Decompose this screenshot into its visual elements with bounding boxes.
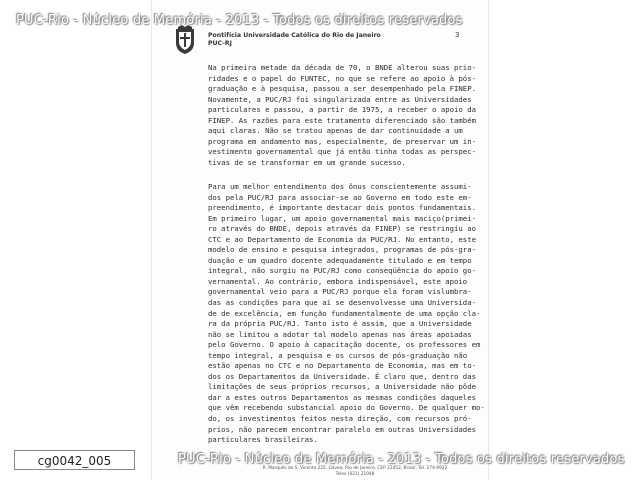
text-line: de de excelência, em função fundamentalmente de uma opção cla- — [208, 308, 481, 318]
footer-telex: Telex (021) 21048 — [335, 472, 375, 477]
text-line: vestimento governamental que já então tinha todas as perspec- — [208, 147, 476, 157]
text-line: particulares e passou, a partir de 1975, a receber o apoio da — [208, 105, 476, 115]
document-id-label: cg0042_005 — [14, 450, 135, 470]
text-line: das as condições para que aí se desenvolvesse uma Universida- — [208, 298, 476, 308]
text-line: limitações de seus próprios recursos, a Universidade não pôde — [208, 382, 476, 392]
text-line: dos pela PUC/RJ para associar-se ao Governo em todo este em- — [208, 192, 472, 202]
text-line: ro através do BNDE, depois através da FINEP) se restringiu ao — [208, 224, 476, 234]
text-line: estão apenas no CTC e no Departamento de Economia, mas em to- — [208, 361, 476, 371]
text-line: Para um melhor entendimento dos ônus conscientemente assumi- — [208, 182, 472, 191]
text-line: modelo de ensino e pesquisa integrados, programas de pós-gra- — [208, 245, 476, 255]
institution-name: Pontifícia Universidade Católica do Rio de Janeiro — [208, 32, 381, 39]
text-line: prios, não parecem encontrar paralelo em outras Universidades — [208, 424, 476, 434]
text-line: dar a estes outros Departamentos as mesmas condições daqueles — [208, 392, 476, 402]
text-line: que vêm recebendo substancial apoio do Governo. De qualquer mo- — [208, 403, 485, 413]
text-line: governamental veio para a PUC/RJ porque ela foram vislumbra- — [208, 287, 472, 297]
text-line: preendimento, é importante destacar dois pontos fundamentais. — [208, 203, 476, 213]
text-line: pelo Governo. O apoio à capacitação docente, os professores em — [208, 340, 481, 350]
text-line: CTC e ao Departamento de Economia da PUC/RJ. No entanto, este — [208, 234, 476, 244]
text-line: tivas de se transformar em um grande sucesso. — [208, 157, 406, 167]
text-line: não se limitou a adotar tal modelo apenas nas áreas apoiadas — [208, 329, 472, 339]
text-line: duação e um quadro docente adequadamente titulado e em tempo — [208, 255, 472, 265]
page-number: 3 — [455, 31, 460, 39]
text-line: programa em andamento mas, especialmente, de preservar um in- — [208, 136, 476, 146]
footer-address: R. Marquês de S. Vicente 225, Gávea, Rio de Janeiro, CEP 22453, Brasil, Tel. 274-9922 — [262, 466, 448, 471]
text-line: aqui claras. Não se tratou apenas de dar continuidade a um — [208, 126, 463, 136]
text-line: Novamente, a PUC/RJ foi singularizada entre as Universidades — [208, 94, 472, 104]
text-line: tempo integral, a pesquisa e os cursos de pós-graduação não — [208, 350, 468, 360]
university-crest-logo — [174, 25, 196, 55]
text-line: particulares brasileiras. — [208, 435, 318, 445]
text-line: dos os Departamentos da Universidade. É claro que, dentro das — [208, 371, 476, 381]
paragraph-1 — [208, 63, 480, 168]
text-line: FINEP. As razões para este tratamento diferenciado são também — [208, 115, 476, 125]
institution-header — [208, 32, 381, 47]
text-line: do, os investimentos feitos nesta direção, com recursos pró- — [208, 414, 472, 424]
text-line: ridades e o papel do FUNTEC, no que se refere ao apoio à pós- — [208, 73, 476, 83]
copyright-watermark-top: PUC-Rio - Núcleo de Memória - 2013 - Todos os direitos reservados — [16, 13, 463, 28]
institution-abbrev: PUC-RJ — [208, 39, 232, 47]
text-line: integral, não surgiu na PUC/RJ como conseqüência do apoio go- — [208, 266, 476, 276]
paragraph-2 — [208, 182, 485, 446]
text-line: ra da própria PUC/RJ. Tanto isto é assim, que a Universidade — [208, 319, 472, 329]
text-line: vernamental. Ao contrário, embora indispensável, este apoio — [208, 276, 468, 286]
text-line: Na primeira metade da década de 70, o BNDE alterou suas prio- — [208, 63, 476, 72]
text-line: Em primeiro lugar, um apoio governamental mais maciço(primei- — [208, 213, 476, 223]
copyright-watermark-bottom: PUC-Rio - Núcleo de Memória - 2013 - Todos os direitos reservados — [178, 452, 625, 467]
text-line: graduação e à pesquisa, passou a ser desempenhado pela FINEP. — [208, 84, 476, 94]
letterhead-footer — [250, 466, 460, 478]
